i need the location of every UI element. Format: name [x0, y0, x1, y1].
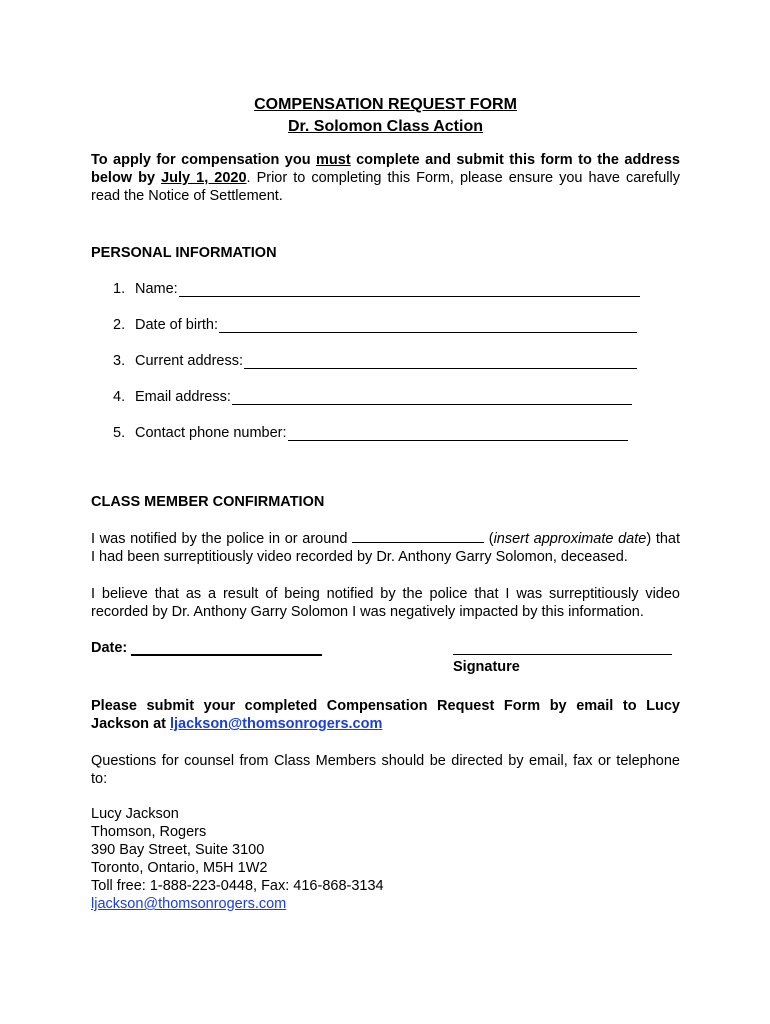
title-line-1: COMPENSATION REQUEST FORM: [254, 96, 517, 113]
contact-email-link[interactable]: ljackson@thomsonrogers.com: [91, 896, 287, 912]
field-number: 1.: [113, 281, 126, 297]
field-label: Name:: [135, 281, 178, 297]
contact-phone: Toll free: 1-888-223-0448, Fax: 416-868-3134: [91, 878, 384, 894]
email-address-field[interactable]: [113, 389, 680, 425]
intro-must: must: [316, 152, 351, 168]
current-address-field[interactable]: [113, 353, 680, 389]
date-of-birth-input-line[interactable]: [219, 317, 637, 333]
field-label: Contact phone number:: [135, 425, 287, 441]
personal-information-heading: PERSONAL INFORMATION: [91, 245, 277, 261]
notification-text-2: that I had been surreptitiously video recorded by Dr. Anthony Garry Solomon, deceased.: [91, 531, 681, 565]
contact-street: 390 Bay Street, Suite 3100: [91, 842, 265, 858]
questions-paragraph: Questions for counsel from Class Members should be directed by email, fax or telephone to:: [91, 753, 680, 787]
date-label: Date:: [91, 640, 128, 656]
field-number: 4.: [113, 389, 126, 405]
intro-paragraph: [91, 151, 680, 205]
field-number: 2.: [113, 317, 126, 333]
form-title: [91, 94, 680, 138]
personal-information-fields: [91, 281, 680, 461]
contact-firm: Thomson, Rogers: [91, 824, 207, 840]
signature-label: Signature: [453, 659, 520, 675]
field-number: 3.: [113, 353, 126, 369]
field-label: Current address:: [135, 353, 243, 369]
date-of-birth-field[interactable]: [113, 317, 680, 353]
contact-block: [91, 805, 680, 913]
name-field[interactable]: [113, 281, 680, 317]
submit-instructions: [91, 697, 680, 733]
contact-phone-field[interactable]: [113, 425, 680, 461]
intro-text-3: . Prior to completing this Form, please ensure you have carefully read the Notice of Settlement.: [91, 170, 680, 204]
current-address-input-line[interactable]: [244, 353, 637, 369]
approximate-date-input-line[interactable]: [352, 529, 484, 543]
field-label: Email address:: [135, 389, 231, 405]
submit-email-link[interactable]: ljackson@thomsonrogers.com: [170, 716, 383, 732]
form-page: [91, 94, 680, 913]
class-member-confirmation-heading: CLASS MEMBER CONFIRMATION: [91, 494, 325, 510]
date-input-line[interactable]: [131, 654, 322, 656]
field-label: Date of birth:: [135, 317, 219, 333]
field-number: 5.: [113, 425, 126, 441]
intro-text-1: To apply for compensation you: [91, 152, 316, 168]
date-signature-row: [91, 640, 680, 680]
impact-paragraph: I believe that as a result of being notified by the police that I was surreptitiously video recorded by Dr. Anthony Garry Solomon I was negatively impacted by this information.: [91, 586, 680, 620]
contact-name: Lucy Jackson: [91, 806, 179, 822]
contact-city: Toronto, Ontario, M5H 1W2: [91, 860, 268, 876]
intro-text-2: complete and submit this form to the address below by: [91, 152, 680, 186]
intro-deadline: July 1, 2020: [161, 170, 247, 186]
contact-phone-input-line[interactable]: [288, 425, 628, 441]
submit-text: Please submit your completed Compensation Request Form by email to Lucy Jackson at: [91, 698, 680, 732]
name-input-line[interactable]: [179, 281, 640, 297]
approximate-date-hint: insert approximate date: [493, 531, 647, 547]
notification-text-1: I was notified by the police in or around: [91, 531, 353, 547]
signature-input-line[interactable]: [453, 654, 672, 655]
email-address-input-line[interactable]: [232, 389, 632, 405]
title-line-2: Dr. Solomon Class Action: [288, 118, 483, 135]
notification-paragraph: I was notified by the police in or around (insert approximate date) that I had been surreptitiously video recorded by Dr. Anthony Garry Solomon, deceased.: [91, 531, 681, 565]
